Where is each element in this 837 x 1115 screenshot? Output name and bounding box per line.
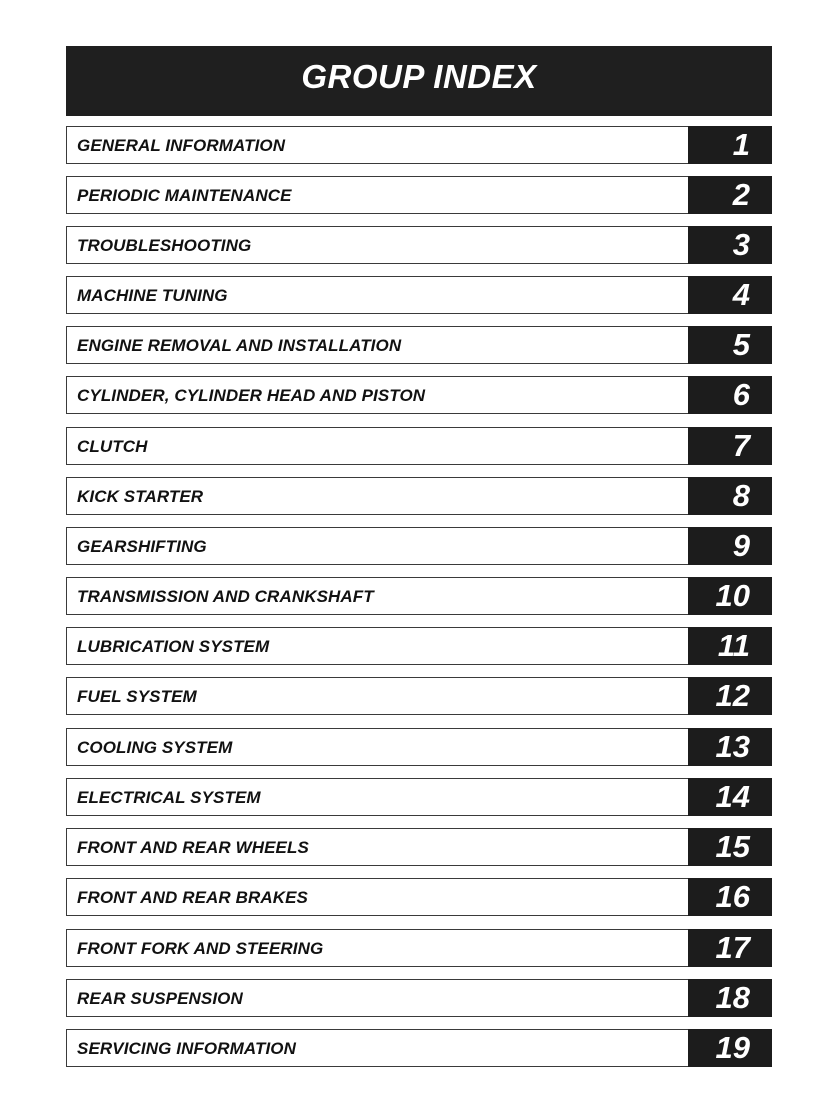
section-label: COOLING SYSTEM — [77, 738, 233, 757]
section-number-tab: 13 — [688, 728, 772, 766]
section-number-tab: 18 — [688, 979, 772, 1017]
section-row-front-rear-brakes[interactable] — [66, 878, 772, 916]
section-label: ELECTRICAL SYSTEM — [77, 788, 261, 807]
section-number-tab: 12 — [688, 677, 772, 715]
section-number-tab: 7 — [688, 427, 772, 465]
section-label: LUBRICATION SYSTEM — [77, 637, 270, 656]
section-label: GENERAL INFORMATION — [77, 136, 286, 155]
section-label: FRONT AND REAR BRAKES — [77, 888, 308, 907]
section-row-fuel-system[interactable] — [66, 677, 772, 715]
section-row-transmission-crankshaft[interactable] — [66, 577, 772, 615]
section-label: ENGINE REMOVAL AND INSTALLATION — [77, 336, 402, 355]
section-row-troubleshooting[interactable] — [66, 226, 772, 264]
group-index-header — [66, 46, 772, 116]
section-label: SERVICING INFORMATION — [77, 1039, 297, 1058]
section-number-tab: 10 — [688, 577, 772, 615]
section-number-tab: 17 — [688, 929, 772, 967]
section-label: TROUBLESHOOTING — [77, 236, 252, 255]
section-row-general-information[interactable] — [66, 126, 772, 164]
section-row-gearshifting[interactable] — [66, 527, 772, 565]
section-label: KICK STARTER — [77, 487, 204, 506]
section-label: FUEL SYSTEM — [77, 687, 197, 706]
section-number-tab: 3 — [688, 226, 772, 264]
section-row-servicing-information[interactable] — [66, 1029, 772, 1067]
section-row-clutch[interactable] — [66, 427, 772, 465]
section-row-rear-suspension[interactable] — [66, 979, 772, 1017]
section-number-tab: 1 — [688, 126, 772, 164]
section-number-tab: 6 — [688, 376, 772, 414]
page-title: GROUP INDEX — [301, 58, 537, 95]
section-label: TRANSMISSION AND CRANKSHAFT — [77, 587, 374, 606]
section-label: CLUTCH — [77, 437, 148, 456]
section-row-electrical-system[interactable] — [66, 778, 772, 816]
section-row-cooling-system[interactable] — [66, 728, 772, 766]
section-number-tab: 14 — [688, 778, 772, 816]
section-number-tab: 15 — [688, 828, 772, 866]
section-number-tab: 5 — [688, 326, 772, 364]
section-number-tab: 2 — [688, 176, 772, 214]
section-row-lubrication-system[interactable] — [66, 627, 772, 665]
section-label: FRONT FORK AND STEERING — [77, 939, 324, 958]
section-label: CYLINDER, CYLINDER HEAD AND PISTON — [77, 386, 426, 405]
section-row-cylinder-head-piston[interactable] — [66, 376, 772, 414]
section-row-engine-removal[interactable] — [66, 326, 772, 364]
section-label: GEARSHIFTING — [77, 537, 207, 556]
section-number-tab: 4 — [688, 276, 772, 314]
section-row-front-rear-wheels[interactable] — [66, 828, 772, 866]
section-row-front-fork-steering[interactable] — [66, 929, 772, 967]
section-label: REAR SUSPENSION — [77, 989, 243, 1008]
section-row-machine-tuning[interactable] — [66, 276, 772, 314]
section-number-tab: 11 — [688, 627, 772, 665]
section-number-tab: 9 — [688, 527, 772, 565]
section-label: PERIODIC MAINTENANCE — [77, 186, 292, 205]
section-row-kick-starter[interactable] — [66, 477, 772, 515]
section-number-tab: 16 — [688, 878, 772, 916]
section-number-tab: 19 — [688, 1029, 772, 1067]
section-label: MACHINE TUNING — [77, 286, 228, 305]
section-row-periodic-maintenance[interactable] — [66, 176, 772, 214]
section-label: FRONT AND REAR WHEELS — [77, 838, 309, 857]
section-number-tab: 8 — [688, 477, 772, 515]
